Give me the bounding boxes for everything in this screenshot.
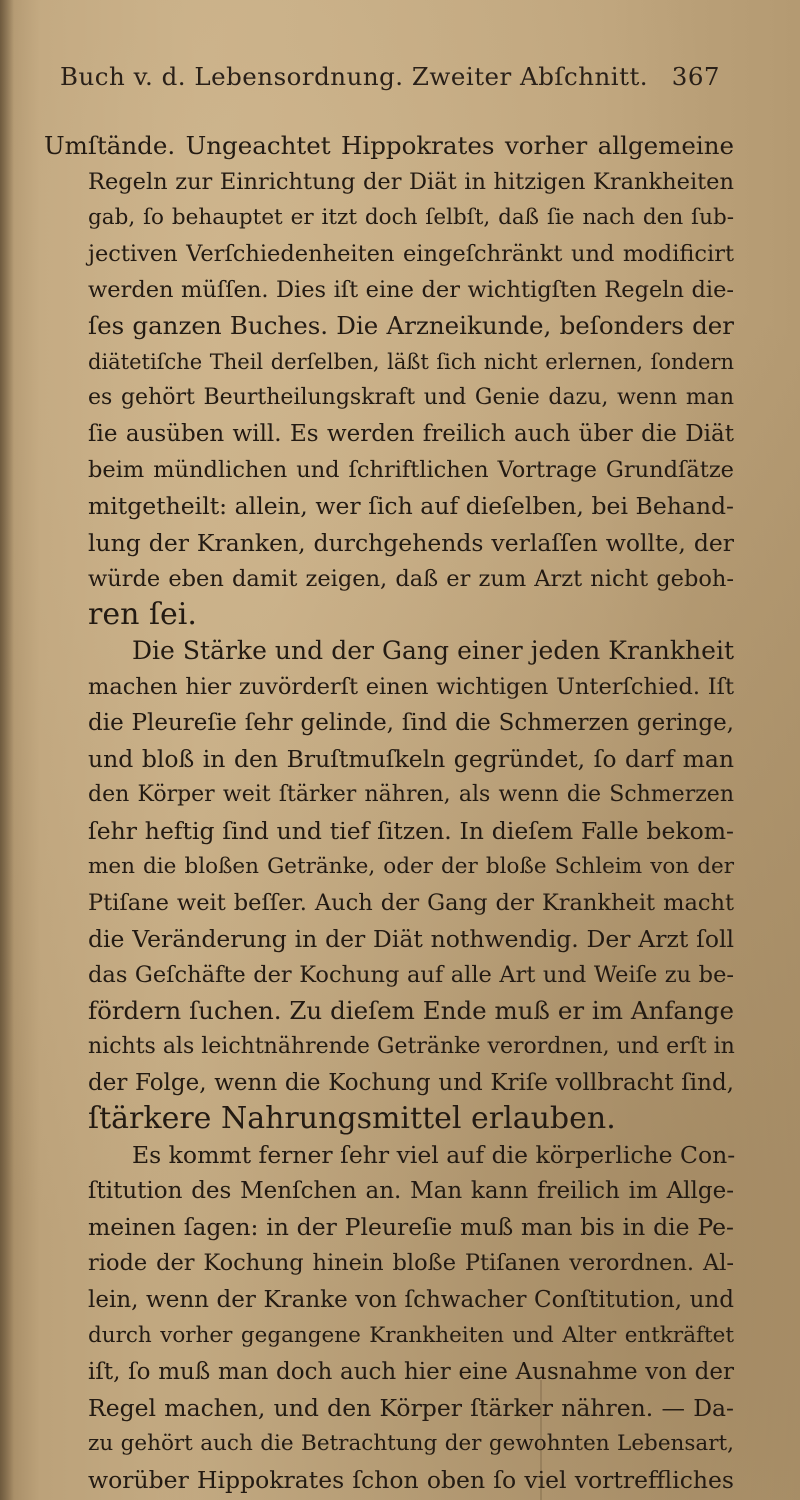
text-line: jectiven Verſchiedenheiten eingeſchränkt und modificirt — [88, 241, 734, 268]
text-line: ſtärkere Nahrungsmittel erlauben. — [88, 1101, 616, 1137]
text-line: würde eben damit zeigen, daß er zum Arzt nicht geboh- — [88, 565, 734, 592]
paragraph-start-line: Die Stärke und der Gang einer jeden Krankheit — [132, 635, 734, 665]
text-line: fördern ſuchen. Zu dieſem Ende muß er im Anfange — [88, 996, 734, 1026]
text-line: mitgetheilt: allein, wer ſich auf dieſelben, bei Behand- — [88, 492, 734, 521]
text-line: meinen ſagen: in der Pleureſie muß man bis in die Pe- — [88, 1213, 734, 1242]
text-line: die Pleureſie ſehr gelinde, ſind die Schmerzen geringe, — [88, 709, 734, 736]
text-line: Umſtände. Ungeachtet Hippokrates vorher allgemeine — [44, 131, 734, 160]
text-line: es gehört Beurtheilungskraft und Genie dazu, wenn man — [88, 385, 734, 411]
body-text — [44, 128, 734, 1498]
text-line: lung der Kranken, durchgehends verlaſſen wollte, der — [88, 528, 734, 557]
text-line: Ptiſane weit beſſer. Auch der Gang der Krankheit macht — [88, 889, 734, 916]
text-line: Regeln zur Einrichtung der Diät in hitzigen Krankheiten — [88, 169, 734, 196]
running-title: Buch v. d. Lebensordnung. Zweiter Abſchnitt. — [60, 62, 649, 91]
paragraph-start-line: Es kommt ferner ſehr viel auf die körperliche Con- — [132, 1141, 736, 1170]
text-line: und bloß in den Bruſtmuſkeln gegründet, ſo darf man — [88, 744, 734, 773]
text-line: riode der Kochung hinein bloße Ptiſanen verordnen. Al- — [88, 1250, 734, 1277]
text-line: nichts als leichtnährende Getränke verordnen, und erſt in — [88, 1034, 735, 1060]
text-line: Regel machen, und den Körper ſtärker nähren. — Da- — [88, 1393, 734, 1422]
text-line: ſehr heftig ſind und tief ſitzen. In dieſem Falle bekom- — [88, 816, 734, 845]
text-line: zu gehört auch die Betrachtung der gewohnten Lebensart, — [88, 1430, 734, 1456]
text-line: ren ſei. — [88, 596, 197, 632]
page-number: 367 — [671, 62, 720, 91]
text-line: men die bloßen Getränke, oder der bloße Schleim von der — [88, 853, 734, 879]
text-line: die Veränderung in der Diät nothwendig. Der Arzt ſoll — [88, 925, 734, 954]
text-line: lein, wenn der Kranke von ſchwacher Conſtitution, und — [88, 1286, 734, 1313]
text-line: iſt, ſo muß man doch auch hier eine Ausnahme von der — [88, 1358, 734, 1385]
text-line: diätetiſche Theil derſelben, läßt ſich nicht erlernen, ſondern — [88, 350, 734, 375]
text-line: das Geſchäfte der Kochung auf alle Art und Weiſe zu be- — [88, 962, 734, 989]
text-line: durch vorher gegangene Krankheiten und Alter entkräftet — [88, 1322, 734, 1348]
text-line: worüber Hippokrates ſchon oben ſo viel vortreffliches — [88, 1465, 734, 1494]
text-line: gab, ſo behauptet er itzt doch ſelbſt, daß ſie nach den ſub- — [88, 205, 734, 231]
page-binding-shadow — [0, 0, 14, 1500]
text-line: werden müſſen. Dies iſt eine der wichtigſten Regeln die- — [88, 277, 734, 304]
page-crease — [540, 1380, 542, 1500]
running-header — [60, 62, 720, 112]
text-line: ſtitution des Menſchen an. Man kann freilich im Allge- — [88, 1178, 734, 1205]
text-line: beim mündlichen und ſchriftlichen Vortrage Grundſätze — [88, 457, 734, 484]
text-line: ſie ausüben will. Es werden freilich auch über die Diät — [88, 421, 734, 448]
text-line: machen hier zuvörderſt einen wichtigen Unterſchied. Iſt — [88, 673, 734, 700]
text-line: der Folge, wenn die Kochung und Kriſe vollbracht ſind, — [88, 1070, 734, 1097]
text-line: ſes ganzen Buches. Die Arzneikunde, beſonders der — [88, 311, 734, 341]
text-line: den Körper weit ſtärker nähren, als wenn die Schmerzen — [88, 781, 734, 807]
